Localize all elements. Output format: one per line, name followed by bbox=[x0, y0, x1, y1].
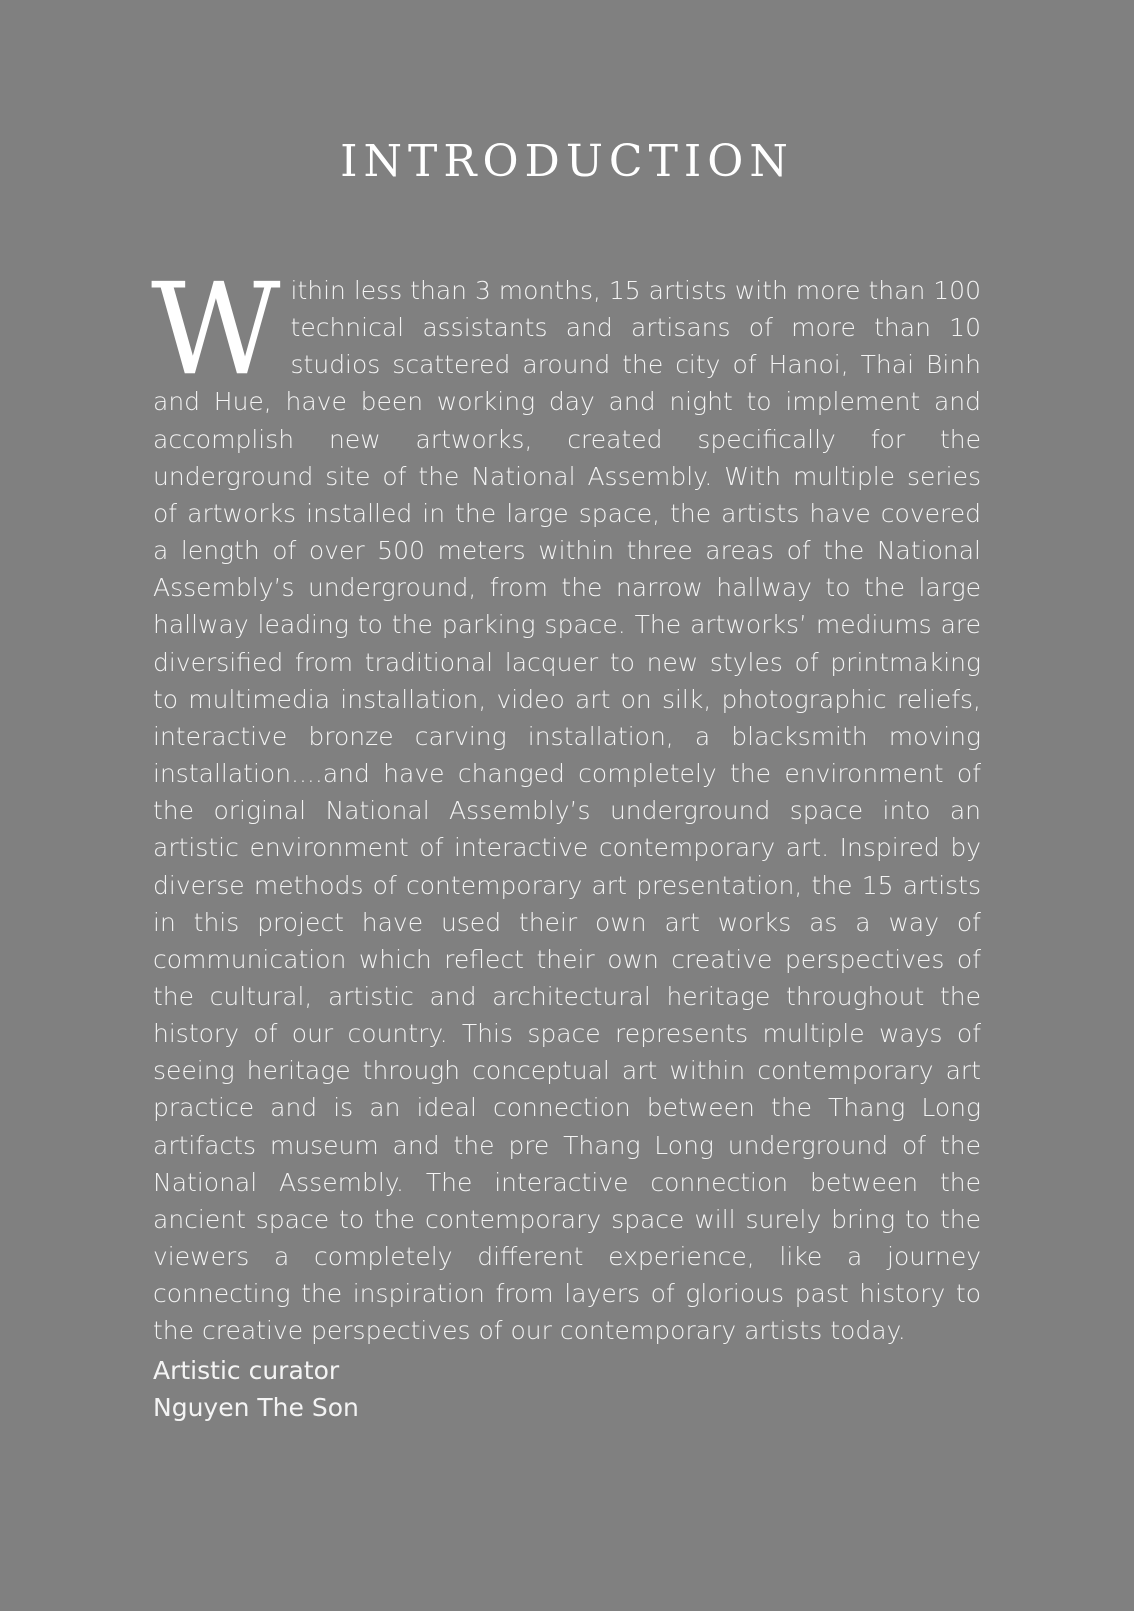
page-title: INTRODUCTION bbox=[340, 136, 794, 187]
signature-role: Artistic curator bbox=[153, 1356, 340, 1385]
signature-name: Nguyen The Son bbox=[153, 1393, 359, 1422]
drop-cap: W bbox=[151, 256, 281, 403]
signature-block bbox=[153, 1352, 359, 1426]
introduction-text: ithin less than 3 months, 15 artists with more than 100 technical assistants and artisans of more than 10 studios scattered around the city of Hanoi, Thai Binh and Hue, have been working day and night to implement and accomplish new artworks, created specifically for the underground site of the National Assembly. With multiple series of artworks installed in the large space, the artists have covered a length of over 500 meters within three areas of the National Assembly’s underground, from the narrow hallway to the large hallway leading to the parking space. The artworks’ mediums are diversified from traditional lacquer to new styles of printmaking to multimedia installation, video art on silk, photographic reliefs, interactive bronze carving installation, a blacksmith moving installation....and have changed completely the environment of the original National Assembly’s underground space into an artistic environment of interactive contemporary art. Inspired by diverse methods of contemporary art presentation, the 15 artists in this project have used their own art works as a way of communication which reflect their own creative perspectives of the cultural, artistic and architectural heritage throughout the history of our country. This space represents multiple ways of seeing heritage through conceptual art within contemporary art practice and is an ideal connection between the Thang Long artifacts museum and the pre Thang Long underground of the National Assembly. The interactive connection between the ancient space to the contemporary space will surely bring to the viewers a completely different experience, like a journey connecting the inspiration from layers of glorious past history to the creative perspectives of our contemporary artists today. bbox=[153, 276, 981, 1346]
introduction-body bbox=[151, 256, 981, 1350]
